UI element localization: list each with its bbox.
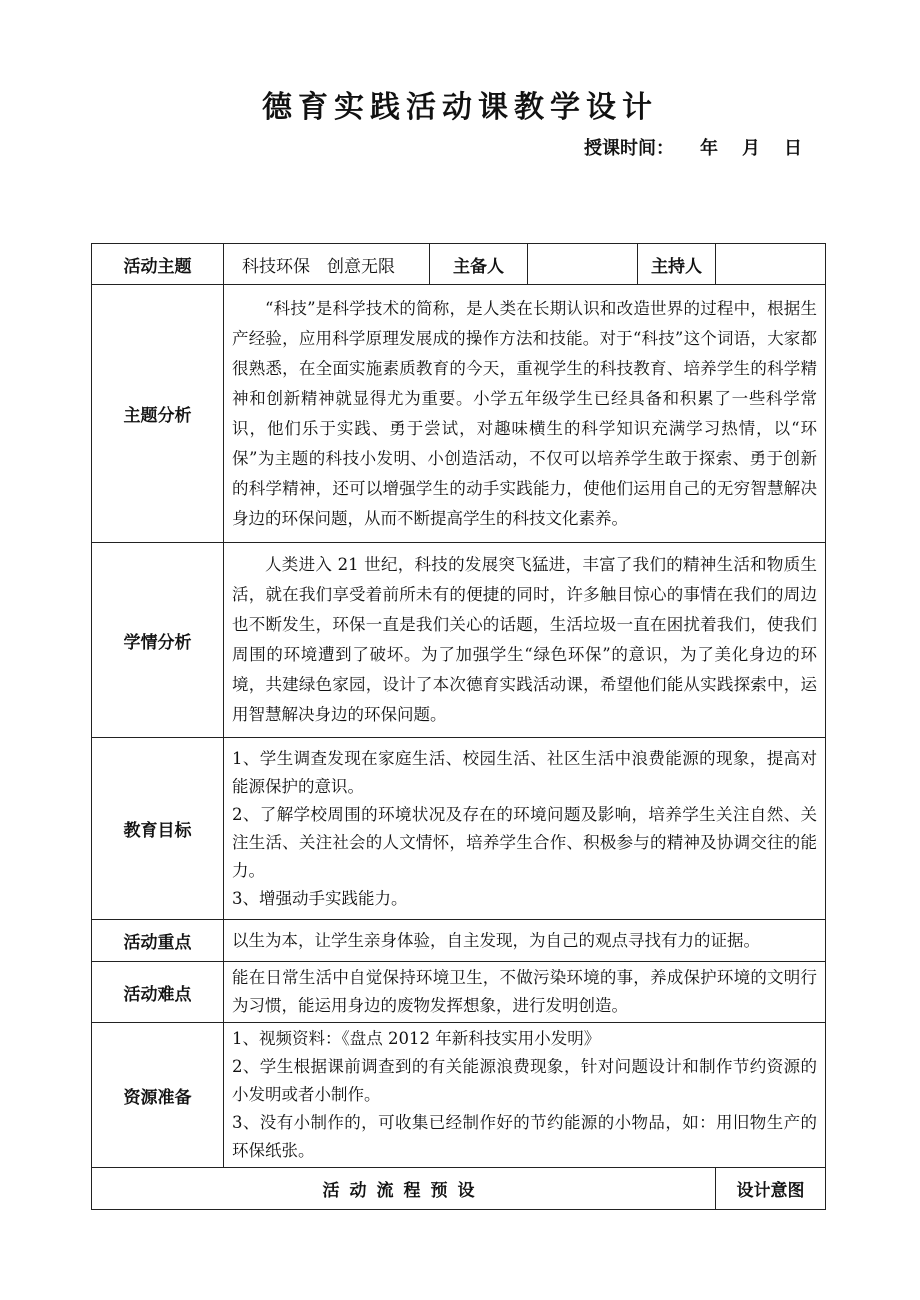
resource-item: 2、学生根据课前调查到的有关能源浪费现象，针对问题设计和制作节约资源的小发明或者小制作。 — [232, 1057, 817, 1104]
design-intent-label: 设计意图 — [716, 1168, 826, 1210]
date-label: 授课时间： — [584, 138, 674, 159]
flow-header-row — [92, 1168, 826, 1210]
learner-analysis-text: 人类进入 21 世纪，科技的发展突飞猛进，丰富了我们的精神生活和物质生活，就在我们享受着前所未有的便捷的同时，许多触目惊心的事情在我们的周边也不断发生，环保一直是我们关心的话题，生活垃圾一直在困扰着我们，使我们周围的环境遭到了破坏。为了加强学生“绿色环保”的意识，为了美化身边的环境，共建绿色家园，设计了本次德育实践活动课，希望他们能从实践探索中，运用智慧解决身边的环保问题。 — [232, 555, 817, 724]
host-value — [716, 244, 826, 285]
header-row — [92, 244, 826, 285]
difficulty-label: 活动难点 — [92, 962, 224, 1023]
goals-cell — [224, 738, 826, 920]
goals-label: 教育目标 — [92, 738, 224, 920]
learner-analysis-label: 学情分析 — [92, 543, 224, 738]
goal-item: 1、学生调查发现在家庭生活、校园生活、社区生活中浪费能源的现象，提高对能源保护的意识。 — [232, 748, 817, 796]
goal-item: 2、了解学校周围的环境状况及存在的环境问题及影响，培养学生关注自然、关注生活、关注社会的人文情怀，培养学生合作、积极参与的精神及协调交往的能力。 — [232, 804, 817, 880]
theme-analysis-label: 主题分析 — [92, 285, 224, 543]
key-point-row — [92, 920, 826, 962]
theme-value: 科技环保 创意无限 — [224, 244, 430, 285]
learner-analysis-cell — [224, 543, 826, 738]
resource-item: 3、没有小制作的，可收集已经制作好的节约能源的小物品，如：用旧物生产的环保纸张。 — [232, 1113, 817, 1160]
goals-row — [92, 738, 826, 920]
goal-item: 3、增强动手实践能力。 — [232, 888, 408, 908]
document-title: 德育实践活动课教学设计 — [262, 90, 658, 125]
date-month: 月 — [742, 138, 760, 159]
lesson-date-line — [584, 134, 802, 160]
resource-item: 1、视频资料：《盘点 2012 年新科技实用小发明》 — [232, 1029, 601, 1048]
theme-label: 活动主题 — [92, 244, 224, 285]
host-label: 主持人 — [638, 244, 716, 285]
date-day: 日 — [784, 138, 802, 159]
theme-analysis-cell — [224, 285, 826, 543]
resources-label: 资源准备 — [92, 1023, 224, 1168]
resources-cell — [224, 1023, 826, 1168]
theme-analysis-row — [92, 285, 826, 543]
key-point-label: 活动重点 — [92, 920, 224, 962]
difficulty-text: 能在日常生活中自觉保持环境卫生，不做污染环境的事，养成保护环境的文明行为习惯，能运用身边的废物发挥想象，进行发明创造。 — [224, 962, 826, 1023]
activity-flow-label: 活动流程预设 — [92, 1168, 716, 1210]
preparer-value — [528, 244, 638, 285]
difficulty-row — [92, 962, 826, 1023]
preparer-label: 主备人 — [430, 244, 528, 285]
key-point-text: 以生为本，让学生亲身体验，自主发现，为自己的观点寻找有力的证据。 — [224, 920, 826, 962]
resources-row — [92, 1023, 826, 1168]
theme-analysis-text: “科技”是科学技术的简称，是人类在长期认识和改造世界的过程中，根据生产经验，应用科学原理发展成的操作方法和技能。对于“科技”这个词语，大家都很熟悉，在全面实施素质教育的今天，重视学生的科技教育、培养学生的科学精神和创新精神就显得尤为重要。小学五年级学生已经具备和积累了一些科学常识，他们乐于实践、勇于尝试，对趣味横生的科学知识充满学习热情，以“环保”为主题的科技小发明、小创造活动，不仅可以培养学生敢于探索、勇于创新的科学精神，还可以增强学生的动手实践能力，使他们运用自己的无穷智慧解决身边的环保问题，从而不断提高学生的科技文化素养。 — [232, 298, 817, 528]
date-year: 年 — [700, 138, 718, 159]
lesson-plan-table — [91, 243, 826, 1210]
learner-analysis-row — [92, 543, 826, 738]
